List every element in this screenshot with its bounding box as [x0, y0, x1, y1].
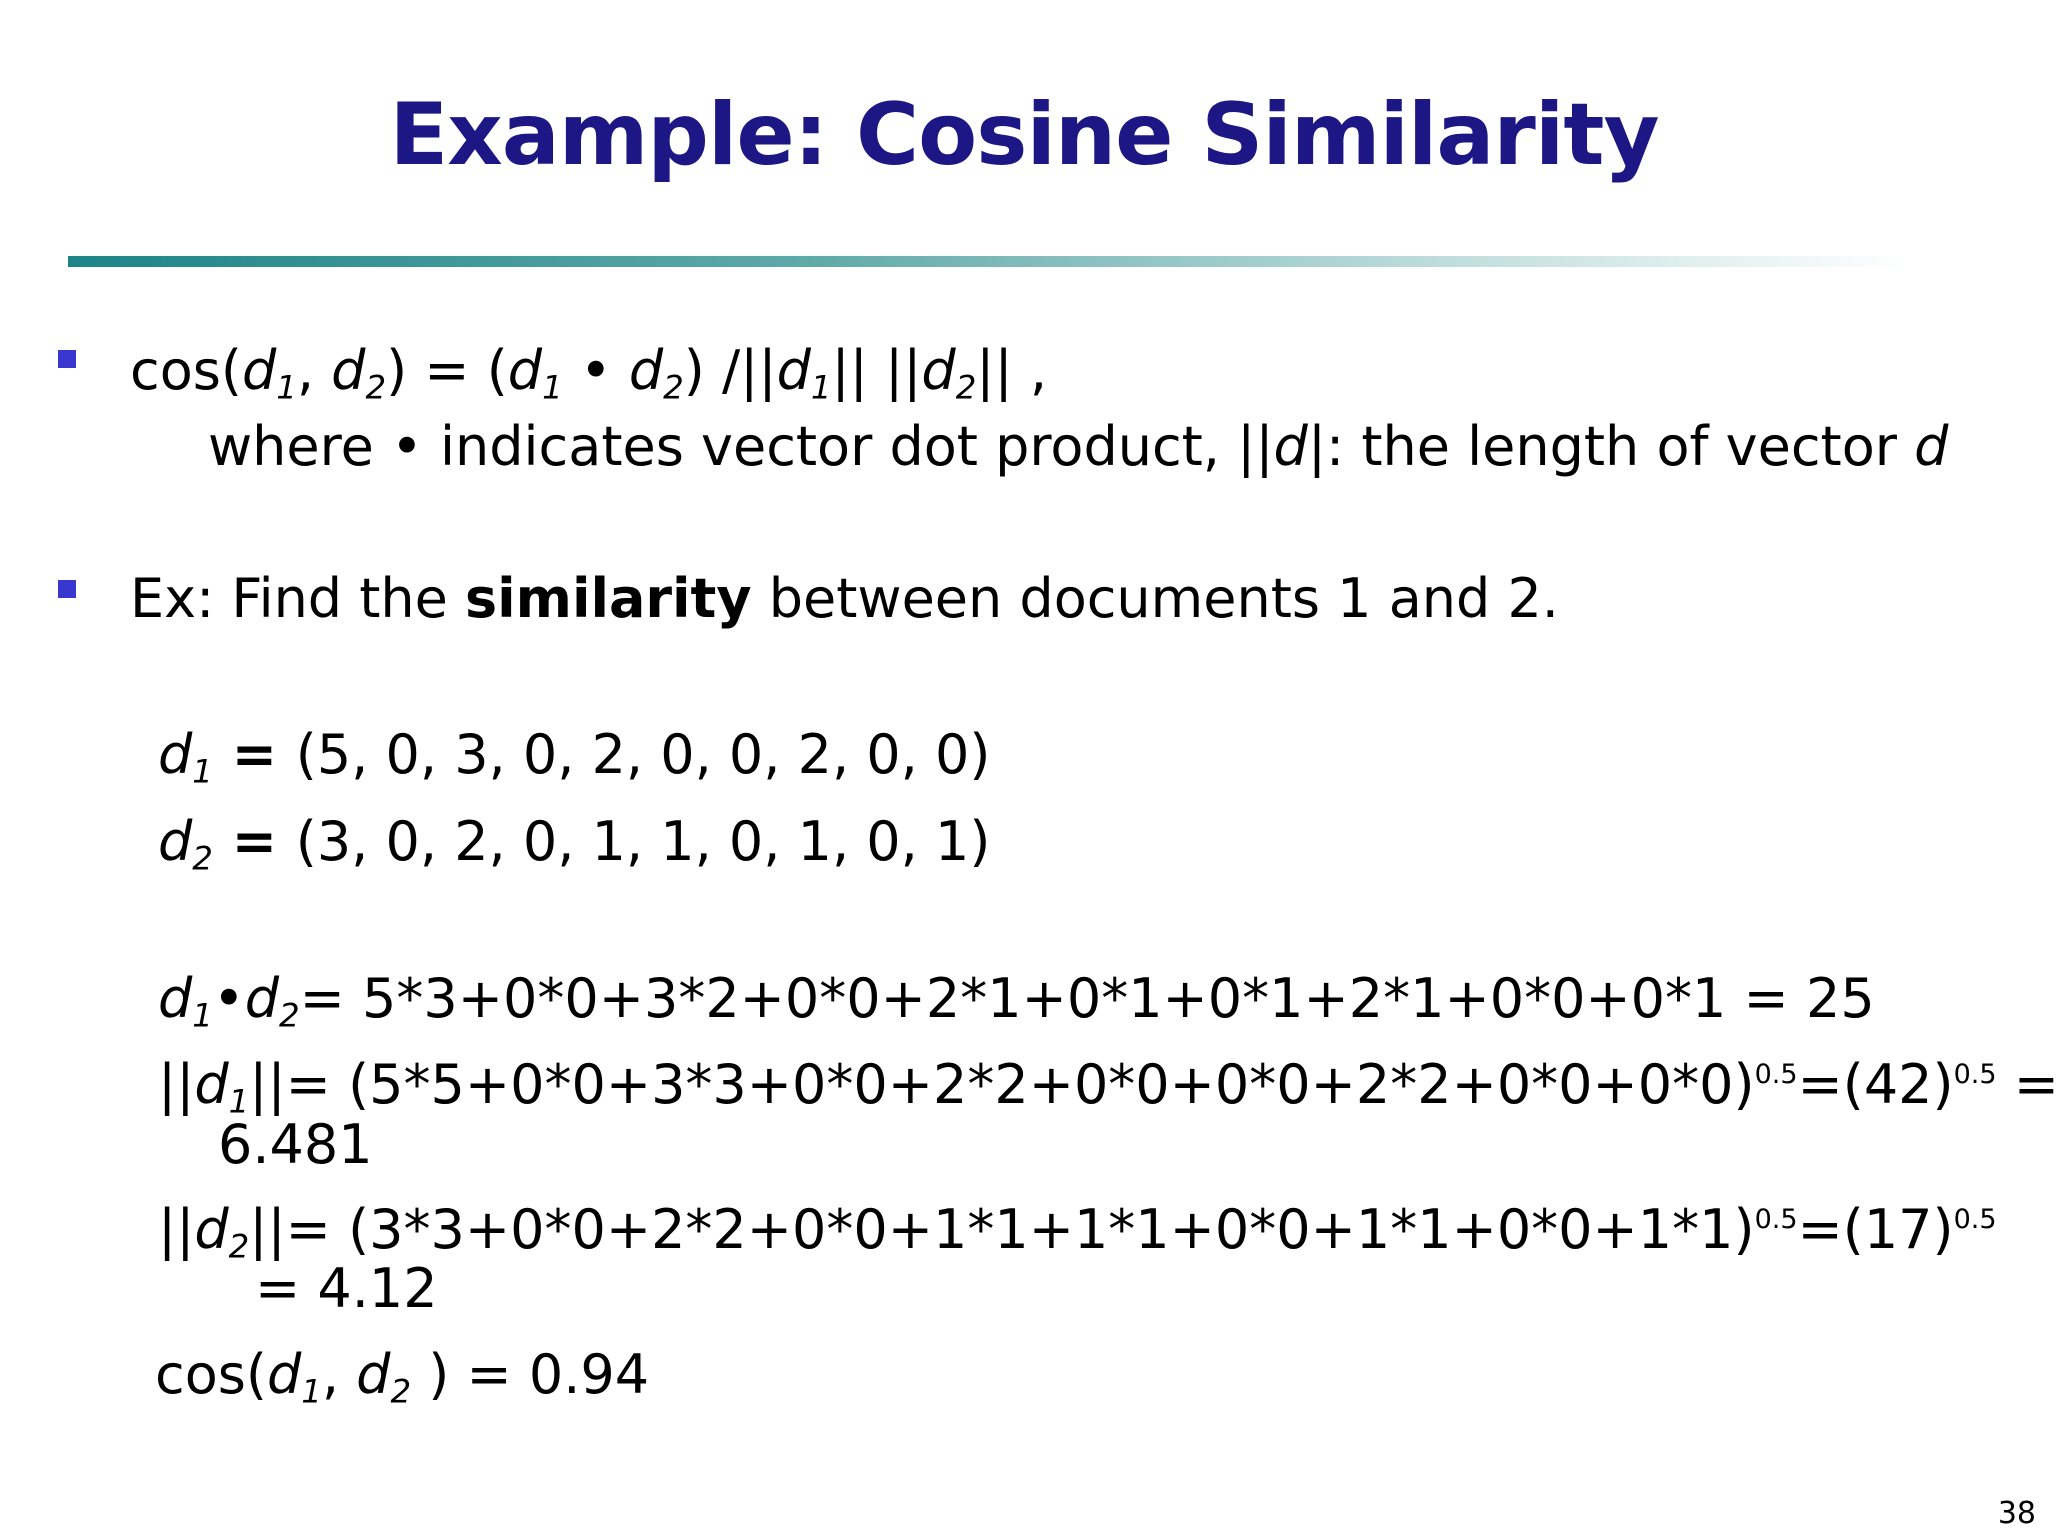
- cosine-formula: $\cos(d_1$, $d_2) = (d_1$ • $d_2$) $/||d_1||$ $||d_2||$ ,: [130, 339, 1048, 407]
- title-divider: [68, 256, 1910, 267]
- page-number: 38: [1997, 1496, 2036, 1531]
- bullet-marker: [58, 350, 76, 368]
- norm-d1-result: 6.481: [218, 1113, 373, 1176]
- formula-explanation: where • indicates vector dot product, ||d|: the length of vector d: [208, 415, 1949, 478]
- cosine-result: $\cos(d_1$, $d_2$ ) = 0.94: [155, 1343, 650, 1411]
- bullet-marker: [58, 580, 76, 598]
- dot-product-calc: $d_1•d_2= 5*3+0*0+3*2+0*0+2*1+0*1+0*1+2*1+0*0+0*1 = 25$: [158, 967, 1875, 1035]
- vector-d2: $d_2 = (3$, 0, 2, 0, 1, 1, 0, 1, 0, 1): [158, 810, 991, 878]
- slide-title: Example: Cosine Similarity: [389, 85, 1659, 185]
- norm-d2-calc: $||d_2||= (3*3+0*0+2*2+0*0+1*1+1*1+0*0+1*1+0*0+1*1)^{0.5}=(17)^{0.5}$: [158, 1198, 1997, 1266]
- norm-d2-result: = 4.12: [255, 1257, 438, 1320]
- norm-d1-calc: $||d_1||= (5*5+0*0+3*3+0*0+2*2+0*0+0*0+2*2+0*0+0*0)^{0.5}=(42)^{0.5}$ =: [158, 1053, 2059, 1121]
- example-statement: Ex: Find the similarity between documents 1 and 2.: [130, 567, 1559, 630]
- vector-d1: $d_1 = (5$, 0, 3, 0, 2, 0, 0, 2, 0, 0): [158, 723, 991, 791]
